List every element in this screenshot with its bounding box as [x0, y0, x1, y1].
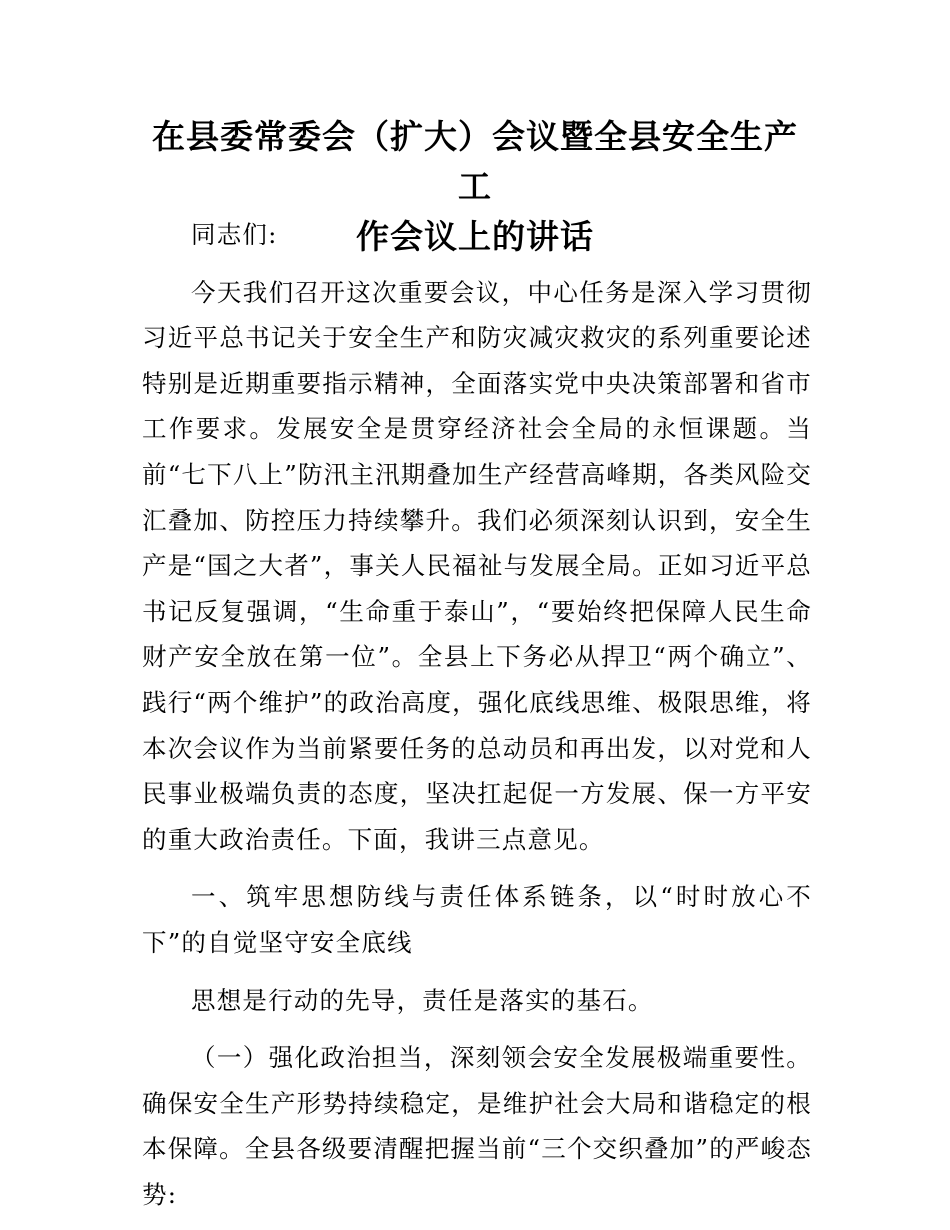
- opening-paragraph: 今天我们召开这次重要会议，中心任务是深入学习贯彻习近平总书记关于安全生产和防灾减灾救灾的系列重要论述特别是近期重要指示精神，全面落实党中央决策部署和省市工作要求。发展安全是贯穿经济社会全局的永恒课题。当前“七下八上”防汛主汛期叠加生产经营高峰期，各类风险交汇叠加、防控压力持续攀升。我们必须深刻认识到，安全生产是“国之大者”，事关人民福祉与发展全局。正如习近平总书记反复强调，“生命重于泰山”，“要始终把保障人民生命财产安全放在第一位”。全县上下务必从捍卫“两个确立”、践行“两个维护”的政治高度，强化底线思维、极限思维，将本次会议作为当前紧要任务的总动员和再出发，以对党和人民事业极端负责的态度，坚决扛起促一方发展、保一方平安的重大政治责任。下面，我讲三点意见。: [142, 277, 812, 854]
- title-line-2: 作会议上的讲话: [356, 217, 594, 256]
- salutation: 同志们:: [191, 220, 278, 249]
- section-heading-1: 一、筑牢思想防线与责任体系链条，以“时时放心不下”的自觉坚守安全底线: [142, 882, 812, 957]
- section-intro: 思想是行动的先导，责任是落实的基石。: [191, 985, 654, 1015]
- document-body: [142, 212, 812, 1229]
- title-line-1: 在县委常委会（扩大）会议暨全县安全生产工: [152, 117, 798, 206]
- subsection-paragraph-1: （一）强化政治担当，深刻领会安全发展极端重要性。确保安全生产形势持续稳定，是维护社会大局和谐稳定的根本保障。全县各级要清醒把握当前“三个交织叠加”的严峻态势:: [142, 1043, 812, 1209]
